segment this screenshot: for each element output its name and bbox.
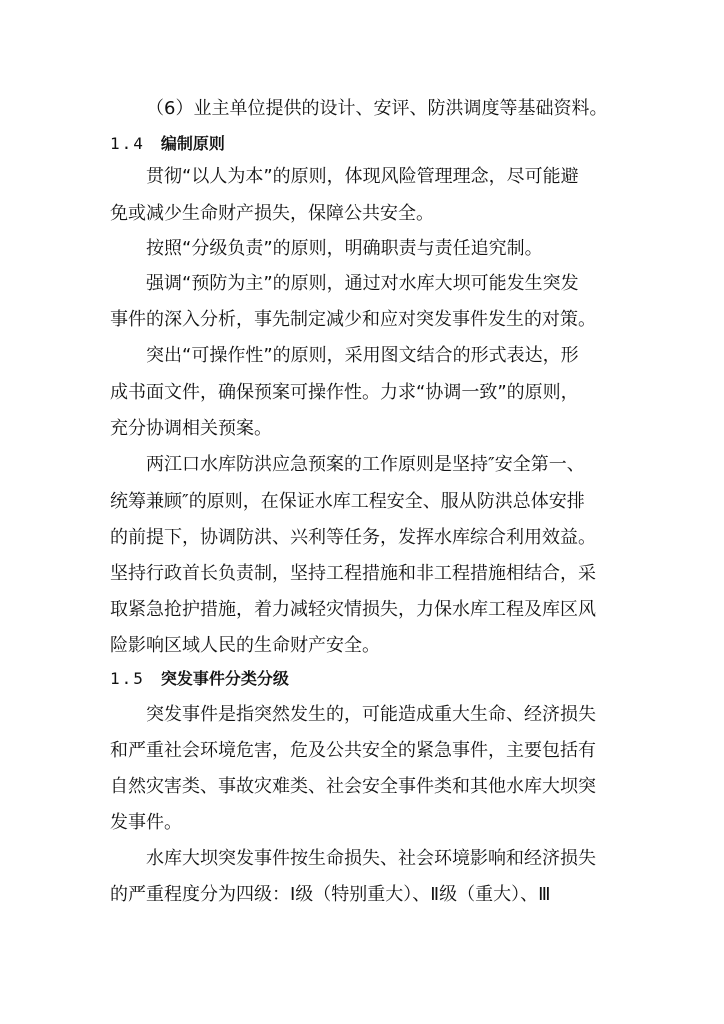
section-title: 编制原则 — [160, 134, 225, 153]
text-line: 强调“预防为主”的原则，通过对水库大坝可能发生突发 — [146, 273, 579, 294]
text-line: 的前提下，协调防洪、兴利等任务，发挥水库综合利用效益。 — [110, 527, 596, 548]
text-line: 统筹兼顾″的原则，在保证水库工程安全、服从防洪总体安排 — [110, 491, 585, 512]
text-line: （6）业主单位提供的设计、安评、防洪调度等基础资料。 — [146, 98, 608, 119]
section-heading-1-5 — [110, 667, 289, 691]
section-number: 1.4 — [110, 134, 145, 153]
text-line: 突发事件是指突然发生的，可能造成重大生命、经济损失 — [146, 704, 596, 725]
text-line: 坚持行政首长负责制，坚持工程措施和非工程措施相结合，采 — [110, 563, 596, 584]
text-line: 自然灾害类、事故灾难类、社会安全事件类和其他水库大坝突 — [110, 776, 596, 797]
text-line: 事件的深入分析，事先制定减少和应对突发事件发生的对策。 — [110, 309, 596, 330]
text-line: 和严重社会环境危害，危及公共安全的紧急事件，主要包括有 — [110, 740, 596, 761]
text-line: 成书面文件，确保预案可操作性。力求“协调一致”的原则， — [110, 382, 579, 403]
text-line: 按照“分级负责”的原则，明确职责与责任追究制。 — [146, 238, 543, 259]
section-number: 1.5 — [110, 669, 145, 688]
text-line: 突出“可操作性”的原则，采用图文结合的形式表达，形 — [146, 345, 579, 366]
section-heading-1-4 — [110, 132, 225, 156]
text-line: 险影响区域人民的生命财产安全。 — [110, 635, 380, 656]
text-line: 取紧急抢护措施，着力减轻灾情损失，力保水库工程及库区风 — [110, 599, 596, 620]
text-line: 发事件。 — [110, 812, 182, 833]
text-line: 免或减少生命财产损失，保障公共安全。 — [110, 203, 434, 224]
text-line: 贯彻“以人为本”的原则，体现风险管理理念，尽可能避 — [146, 166, 579, 187]
section-title: 突发事件分类分级 — [160, 669, 289, 688]
text-line: 充分协调相关预案。 — [110, 418, 272, 439]
text-line: 两江口水库防洪应急预案的工作原则是坚持″安全第一、 — [146, 454, 585, 475]
text-line: 水库大坝突发事件按生命损失、社会环境影响和经济损失 — [146, 848, 596, 869]
text-line: 的严重程度分为四级：Ⅰ级（特别重大）、Ⅱ级（重大）、Ⅲ — [110, 884, 551, 905]
